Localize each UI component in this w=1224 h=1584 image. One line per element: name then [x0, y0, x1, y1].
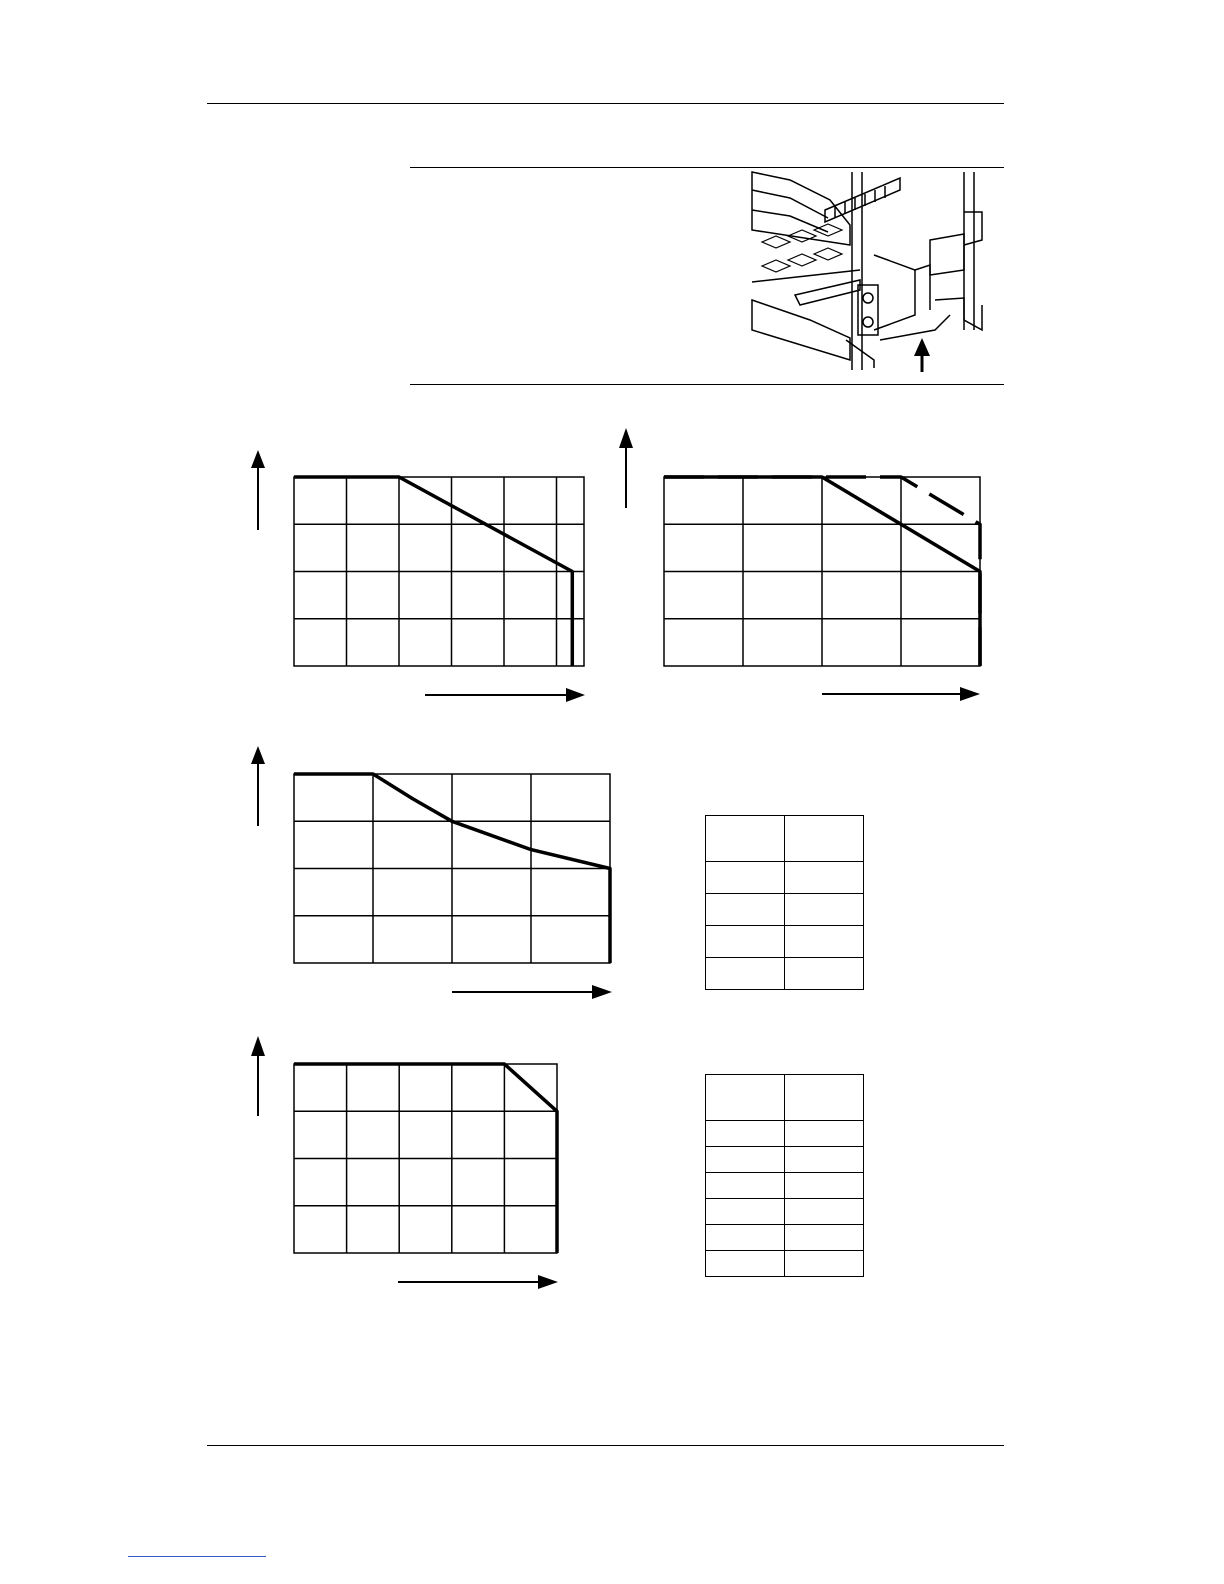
table-1: [705, 815, 864, 990]
table-cell: [785, 862, 864, 894]
y-axis-arrow: [251, 746, 265, 826]
table-row: [706, 1225, 864, 1251]
table-cell: [785, 1173, 864, 1199]
table-cell: [706, 894, 785, 926]
x-axis-arrow: [398, 1275, 558, 1289]
section-bottom-rule: [410, 384, 1004, 385]
table-cell: [785, 1225, 864, 1251]
table-cell: [785, 894, 864, 926]
chart-4: [230, 1030, 610, 1300]
header-rule: [207, 103, 1004, 104]
table-cell: [706, 1173, 785, 1199]
mounting-bracket-drawing: [750, 170, 1000, 380]
table-cell: [785, 926, 864, 958]
table-row: [706, 958, 864, 990]
table-row: [706, 926, 864, 958]
table-row: [706, 862, 864, 894]
table-row: [706, 1121, 864, 1147]
table-cell: [785, 1251, 864, 1277]
x-axis-arrow: [822, 687, 980, 701]
table-cell: [706, 1075, 785, 1121]
table-cell: [785, 1121, 864, 1147]
table-row: [706, 1251, 864, 1277]
table-cell: [706, 1199, 785, 1225]
x-axis-arrow: [425, 688, 585, 702]
table-2: [705, 1074, 864, 1277]
chart-2: [600, 420, 1000, 710]
footer-rule: [207, 1445, 1004, 1446]
table-row: [706, 1173, 864, 1199]
chart-1: [230, 420, 610, 710]
table-cell: [785, 1199, 864, 1225]
table-cell: [785, 958, 864, 990]
table-cell: [706, 1225, 785, 1251]
table-cell: [785, 1075, 864, 1121]
section-top-rule: [410, 167, 1004, 168]
table-cell: [785, 1147, 864, 1173]
table-cell: [706, 926, 785, 958]
table-row: [706, 1199, 864, 1225]
y-axis-arrow: [251, 450, 265, 530]
table-header-row: [706, 816, 864, 862]
table-cell: [785, 816, 864, 862]
table-cell: [706, 816, 785, 862]
table-row: [706, 894, 864, 926]
table-cell: [706, 958, 785, 990]
table-cell: [706, 1147, 785, 1173]
table-cell: [706, 1251, 785, 1277]
y-axis-arrow: [251, 1036, 265, 1116]
y-axis-arrow: [619, 428, 633, 508]
table-header-row: [706, 1075, 864, 1121]
footer-link[interactable]: [128, 1556, 266, 1557]
x-axis-arrow: [452, 985, 612, 999]
chart-3: [230, 740, 630, 1010]
table-cell: [706, 1121, 785, 1147]
table-cell: [706, 862, 785, 894]
table-row: [706, 1147, 864, 1173]
